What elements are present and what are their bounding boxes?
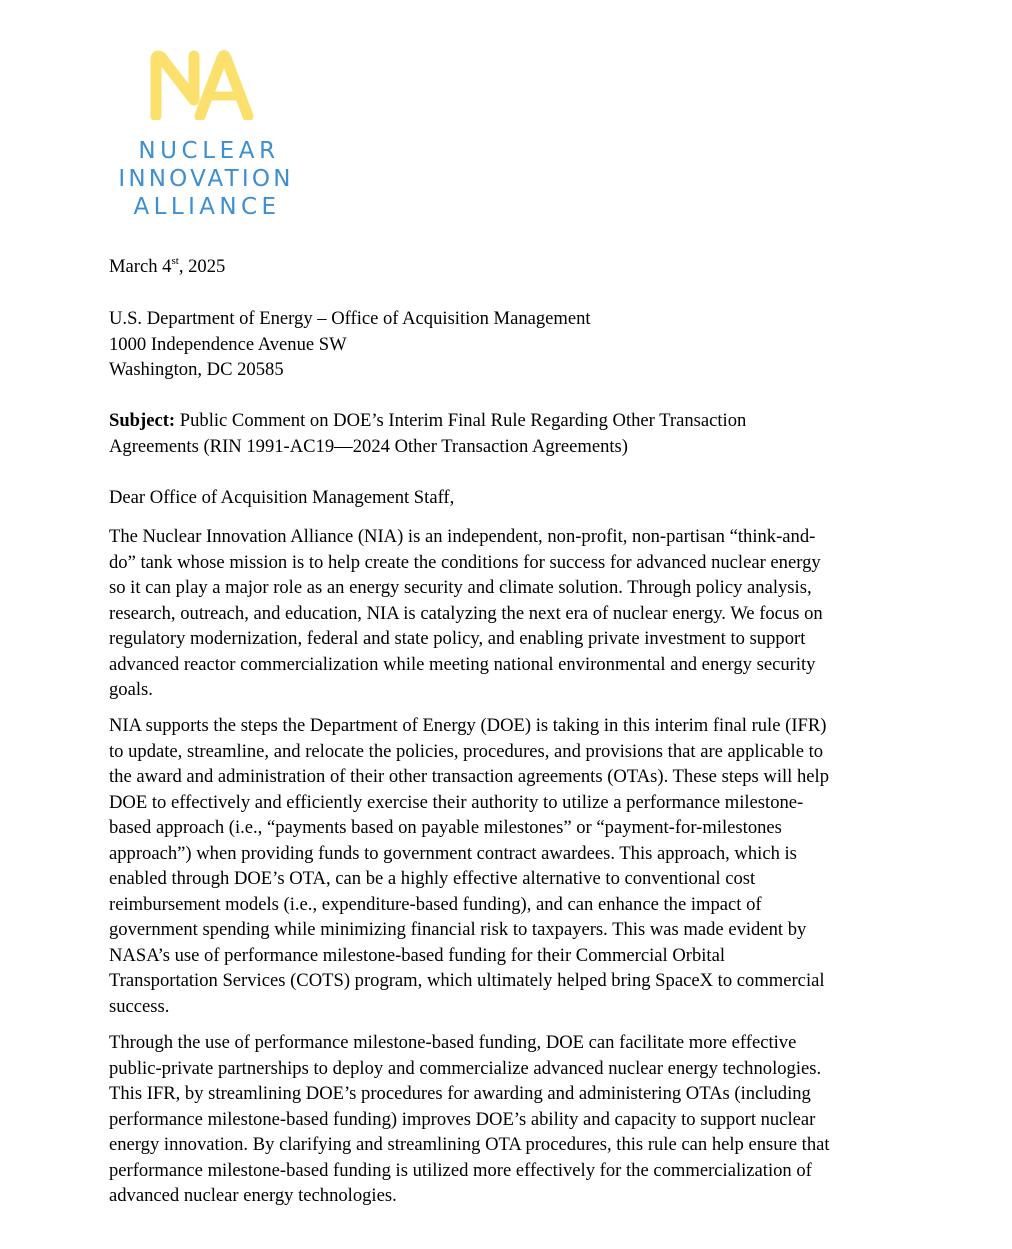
paragraph-line: public-private partnerships to deploy and commercialize advanced nuclear energy technologies. — [109, 1057, 822, 1079]
paragraph-line: Transportation Services (COTS) program, which ultimately helped bring SpaceX to commercial — [109, 970, 825, 991]
paragraph-line: approach”) when providing funds to government contract awardees. This approach, which is — [109, 842, 797, 864]
subject-block — [109, 408, 909, 459]
paragraph-line: NASA’s use of performance milestone-based funding for their Commercial Orbital — [109, 944, 726, 966]
paragraph-line: the award and administration of their other transaction agreements (OTAs). These steps will help — [109, 766, 830, 787]
date-month-day: March 4 — [109, 256, 172, 277]
paragraph-support — [109, 713, 909, 1019]
paragraph-line: DOE to effectively and efficiently exercise their authority to utilize a performance milestone- — [109, 791, 804, 813]
paragraph-line: based approach (i.e., “payments based on payable milestones” or “payment-for-milestones — [109, 817, 782, 838]
address-line: 1000 Independence Avenue SW — [109, 333, 347, 355]
logo-line-nuclear: NUCLEAR — [138, 138, 280, 164]
paragraph-line: advanced nuclear energy technologies. — [109, 1185, 397, 1206]
paragraph-line: so it can play a major role as an energy security and climate solution. Through policy analysis, — [109, 577, 812, 598]
paragraph-line: Through the use of performance milestone-based funding, DOE can facilitate more effective — [109, 1032, 797, 1053]
date-ordinal: st — [171, 255, 179, 267]
paragraph-line: NIA supports the steps the Department of Energy (DOE) is taking in this interim final rule (IFR) — [109, 715, 827, 736]
logo-line-innovation: INNOVATION — [118, 166, 294, 192]
date-year: , 2025 — [178, 256, 226, 277]
paragraph-intro — [109, 524, 909, 703]
subject-label: Subject: — [109, 410, 176, 431]
address-line: Washington, DC 20585 — [109, 359, 284, 380]
paragraph-line: performance milestone-based funding) improves DOE’s ability and capacity to support nuclear — [109, 1108, 816, 1130]
recipient-address — [109, 306, 909, 383]
paragraph-line: regulatory modernization, federal and state policy, and enabling private investment to support — [109, 628, 806, 649]
paragraph-line: The Nuclear Innovation Alliance (NIA) is an independent, non-profit, non-partisan “think-and- — [109, 526, 816, 547]
paragraph-line: success. — [109, 995, 170, 1017]
subject-text: Agreements (RIN 1991-AC19—2024 Other Transaction Agreements) — [109, 435, 628, 457]
na-monogram-logo — [150, 50, 260, 120]
paragraph-line: energy innovation. By clarifying and streamlining OTA procedures, this rule can help ensure that — [109, 1134, 830, 1155]
paragraph-milestone-funding — [109, 1030, 909, 1209]
logo-line-alliance: ALLIANCE — [133, 194, 281, 220]
paragraph-line: advanced reactor commercialization while meeting national environmental and energy security — [109, 653, 816, 675]
paragraph-line: do” tank whose mission is to help create the conditions for success for advanced nuclear energy — [109, 551, 821, 573]
paragraph-line: reimbursement models (i.e., expenditure-based funding), and can enhance the impact of — [109, 893, 762, 915]
nia-logo — [108, 50, 308, 220]
subject-text: Public Comment on DOE’s Interim Final Rule Regarding Other Transaction — [175, 410, 747, 431]
paragraph-line: research, outreach, and education, NIA is catalyzing the next era of nuclear energy. We focus on — [109, 602, 823, 624]
paragraph-line: goals. — [109, 679, 153, 700]
paragraph-line: to update, streamline, and relocate the policies, procedures, and provisions that are applicable to — [109, 740, 824, 762]
paragraph-line: This IFR, by streamlining DOE’s procedures for awarding and administering OTAs (including — [109, 1083, 811, 1104]
logo-wordmark — [108, 137, 304, 221]
paragraph-line: government spending while minimizing financial risk to taxpayers. This was made evident by — [109, 919, 807, 940]
address-line: U.S. Department of Energy – Office of Acquisition Management — [109, 308, 591, 329]
salutation: Dear Office of Acquisition Management Staff, — [109, 487, 455, 508]
paragraph-line: performance milestone-based funding is utilized more effectively for the commercialization of — [109, 1159, 812, 1181]
letter-date — [109, 254, 909, 280]
paragraph-line: enabled through DOE’s OTA, can be a highly effective alternative to conventional cost — [109, 868, 756, 889]
